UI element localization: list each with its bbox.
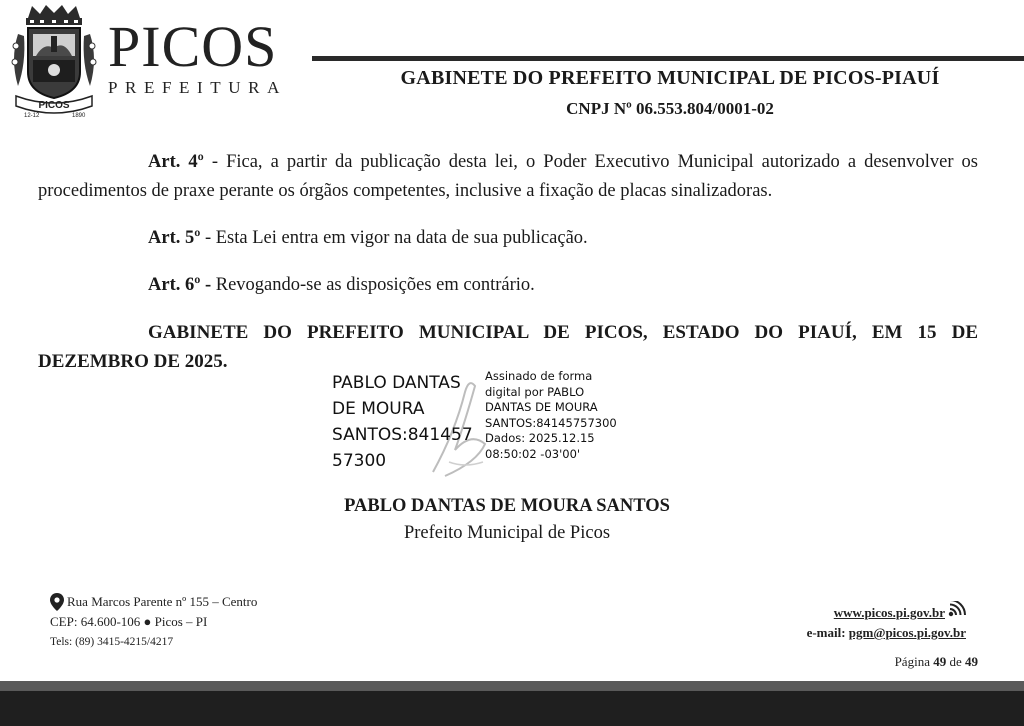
signature-detail-line: DANTAS DE MOURA [485,400,598,414]
footer-phones: Tels: (89) 3415-4215/4217 [50,636,174,648]
article-5 [38,224,978,253]
digital-signature-name [332,370,482,474]
email-link[interactable]: pgm@picos.pi.gov.br [848,625,966,640]
article-6-text: Revogando-se as disposições em contrário. [211,275,535,295]
signature-detail-line: Assinado de forma [485,369,593,383]
header-cnpj: CNPJ Nº 06.553.804/0001-02 [566,99,774,118]
closing-statement: GABINETE DO PREFEITO MUNICIPAL DE PICOS, ESTADO DO PIAUÍ, EM 15 DE DEZEMBRO DE 2025. [38,322,978,372]
crest-icon [10,4,98,122]
article-5-label: Art. 5º [148,228,201,248]
brand-subtitle: PREFEITURA [108,78,287,97]
signer-name: PABLO DANTAS DE MOURA SANTOS [344,496,670,516]
article-4-label: Art. 4º [148,152,204,172]
page-number [895,654,978,670]
signature-detail-line: SANTOS:84145757300 [485,415,617,430]
website-text: www.picos.pi.gov.br [833,605,945,620]
location-pin-icon [50,593,64,611]
crest-date-right: 1890 [72,113,86,119]
email-label: e-mail: [806,625,849,640]
wifi-signal-icon [948,601,966,617]
header-title: GABINETE DO PREFEITO MUNICIPAL DE PICOS-PIAUÍ [400,67,940,89]
signature-name-line: SANTOS:841457 [332,425,473,445]
website-link[interactable] [834,603,945,623]
document-body [38,148,978,376]
crest-date-left: 12-12 [24,113,40,119]
article-5-text: - Esta Lei entra em vigor na data de sua publicação. [200,228,588,248]
page-current: 49 [933,654,947,669]
footer-address: Rua Marcos Parente nº 155 – Centro [67,594,258,609]
article-6-label: Art. 6º - [148,275,212,295]
signature-detail-line: 08:50:02 -03'00' [485,446,581,461]
brand-logo [108,14,308,98]
header-rule [312,56,1024,61]
page-label: Página [894,654,934,669]
signature-detail-line: digital por PABLO [485,384,585,399]
signature-name-line: PABLO DANTAS [332,373,461,393]
digital-signature-details [485,369,655,462]
signature-name-line: 57300 [332,451,387,471]
footer-contact-block [807,601,966,643]
footer-address-block [50,592,257,652]
crest-banner: PICOS [38,100,70,111]
footer-cep: CEP: 64.600-106 ● Picos – PI [50,614,208,629]
page-of: de [946,654,965,669]
article-6 [38,271,978,300]
signer-role: Prefeito Municipal de Picos [403,523,611,543]
article-4 [38,148,978,206]
page-total: 49 [965,654,978,669]
signature-detail-line: Dados: 2025.12.15 [485,431,595,445]
footer-band [0,681,1024,691]
footer-bar [0,691,1024,726]
brand-name: PICOS [108,14,278,79]
signature-name-line: DE MOURA [332,399,425,419]
article-4-text: - Fica, a partir da publicação desta lei, o Poder Executivo Municipal autorizado a desenvolver os procedimentos de praxe perante os órgãos competentes, inclusive a fixação de placas sinalizadoras. [38,152,978,201]
